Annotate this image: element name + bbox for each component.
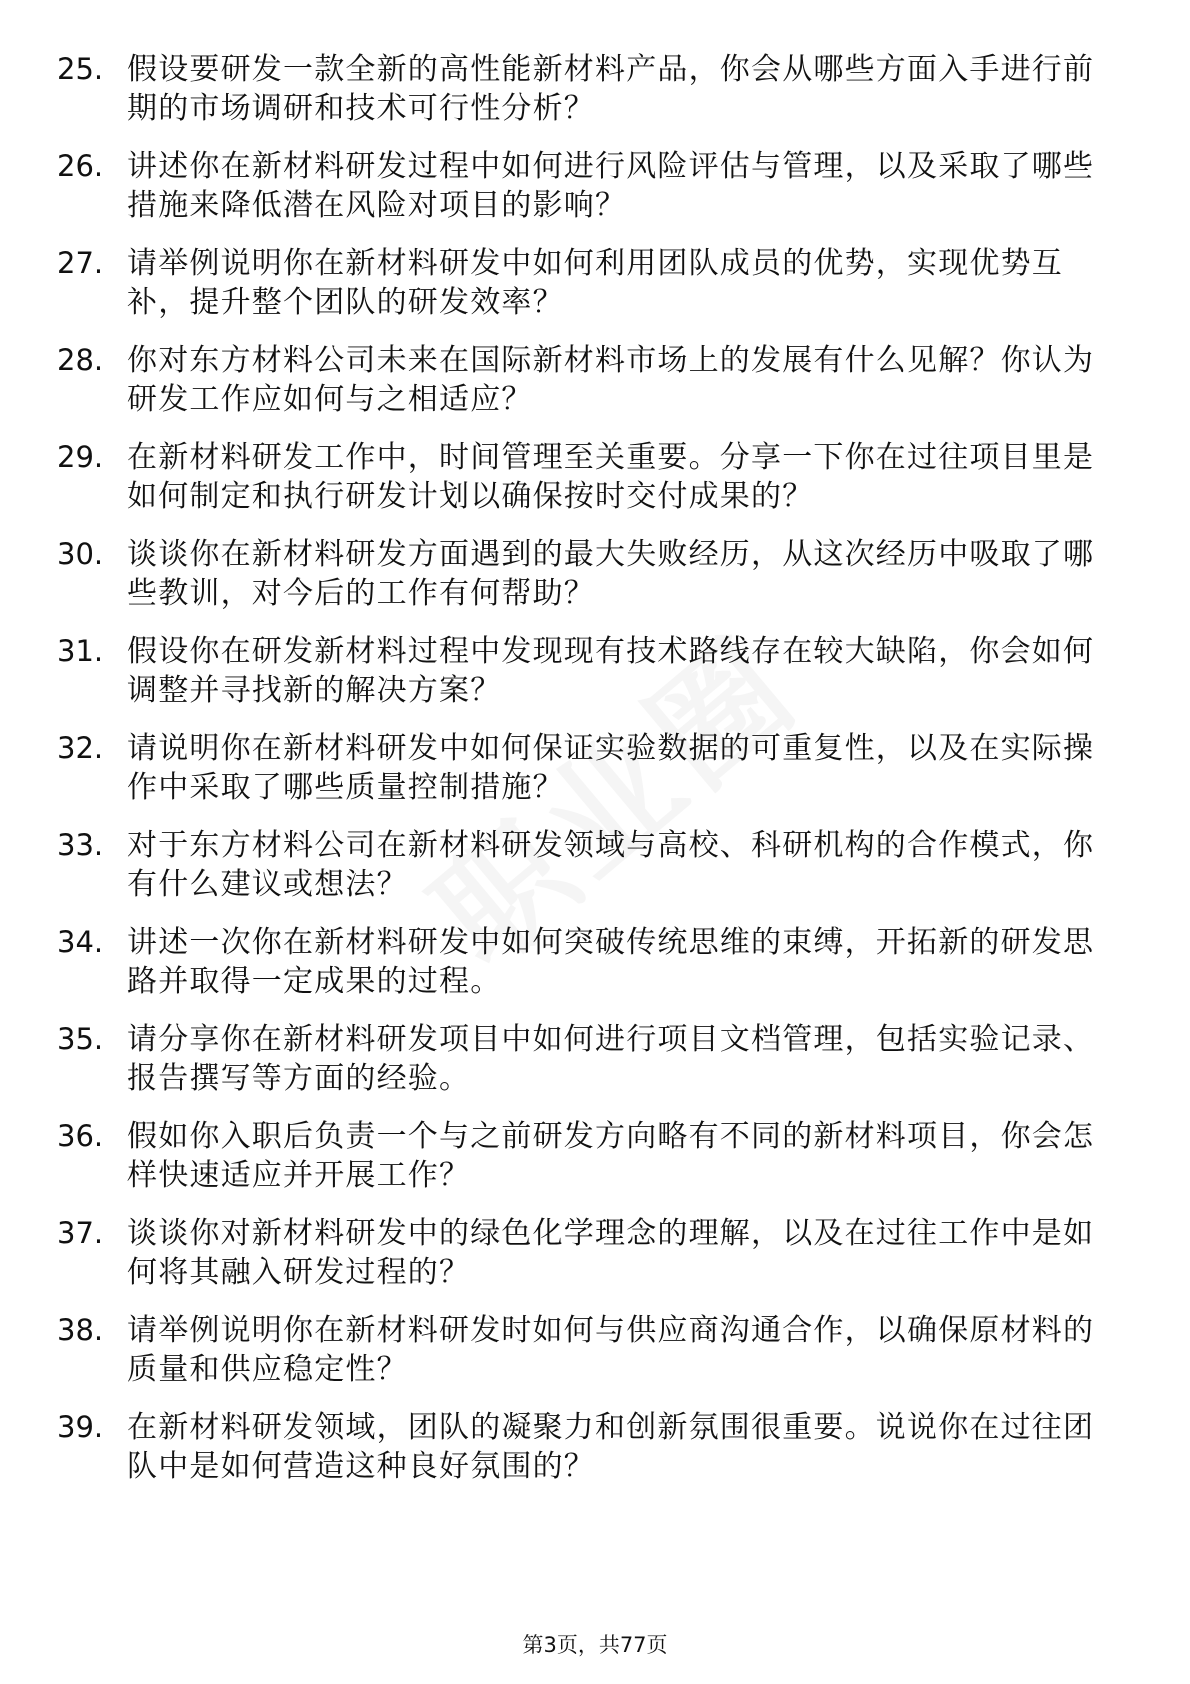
list-item	[57, 1311, 1117, 1389]
list-item	[57, 438, 1117, 516]
question-text: 谈谈你在新材料研发方面遇到的最大失败经历，从这次经历中吸取了哪些教训，对今后的工作有何帮助？	[127, 537, 1095, 611]
question-number: 28.	[57, 343, 104, 377]
question-number: 32.	[57, 731, 104, 765]
list-item	[57, 535, 1117, 613]
question-number: 30.	[57, 537, 104, 571]
question-text: 你对东方材料公司未来在国际新材料市场上的发展有什么见解？你认为研发工作应如何与之相适应？	[127, 343, 1095, 417]
question-text: 对于东方材料公司在新材料研发领域与高校、科研机构的合作模式，你有什么建议或想法？	[127, 828, 1095, 902]
list-item	[57, 147, 1117, 225]
list-item	[57, 923, 1117, 1001]
question-text: 请举例说明你在新材料研发中如何利用团队成员的优势，实现优势互补，提升整个团队的研发效率？	[127, 246, 1063, 320]
question-number: 31.	[57, 634, 104, 668]
question-number: 37.	[57, 1216, 104, 1250]
question-number: 39.	[57, 1410, 104, 1444]
question-text: 谈谈你对新材料研发中的绿色化学理念的理解，以及在过往工作中是如何将其融入研发过程的？	[127, 1216, 1095, 1290]
list-item	[57, 244, 1117, 322]
question-number: 33.	[57, 828, 104, 862]
question-text: 假如你入职后负责一个与之前研发方向略有不同的新材料项目，你会怎样快速适应并开展工作？	[127, 1119, 1095, 1193]
list-item	[57, 632, 1117, 710]
list-item	[57, 1020, 1117, 1098]
list-item	[57, 826, 1117, 904]
question-number: 38.	[57, 1313, 104, 1347]
list-item	[57, 1214, 1117, 1292]
question-number: 26.	[57, 149, 104, 183]
question-text: 请说明你在新材料研发中如何保证实验数据的可重复性，以及在实际操作中采取了哪些质量控制措施？	[127, 731, 1095, 805]
list-item	[57, 1117, 1117, 1195]
question-text: 请分享你在新材料研发项目中如何进行项目文档管理，包括实验记录、报告撰写等方面的经验。	[127, 1022, 1095, 1096]
question-text: 在新材料研发工作中，时间管理至关重要。分享一下你在过往项目里是如何制定和执行研发计划以确保按时交付成果的？	[127, 440, 1095, 514]
list-item	[57, 50, 1117, 128]
question-text: 在新材料研发领域，团队的凝聚力和创新氛围很重要。说说你在过往团队中是如何营造这种良好氛围的？	[127, 1410, 1095, 1484]
list-item	[57, 729, 1117, 807]
question-number: 27.	[57, 246, 104, 280]
question-list	[57, 50, 1117, 1505]
question-text: 讲述你在新材料研发过程中如何进行风险评估与管理，以及采取了哪些措施来降低潜在风险对项目的影响？	[127, 149, 1095, 223]
list-item	[57, 341, 1117, 419]
question-text: 讲述一次你在新材料研发中如何突破传统思维的束缚，开拓新的研发思路并取得一定成果的过程。	[127, 925, 1095, 999]
list-item	[57, 1408, 1117, 1486]
question-text: 请举例说明你在新材料研发时如何与供应商沟通合作，以确保原材料的质量和供应稳定性？	[127, 1313, 1095, 1387]
question-number: 29.	[57, 440, 104, 474]
question-text: 假设要研发一款全新的高性能新材料产品，你会从哪些方面入手进行前期的市场调研和技术可行性分析？	[127, 52, 1095, 126]
page-footer: 第3页，共77页	[522, 1633, 668, 1657]
question-number: 25.	[57, 52, 104, 86]
question-number: 36.	[57, 1119, 104, 1153]
question-number: 34.	[57, 925, 104, 959]
question-number: 35.	[57, 1022, 104, 1056]
question-text: 假设你在研发新材料过程中发现现有技术路线存在较大缺陷，你会如何调整并寻找新的解决方案？	[127, 634, 1095, 708]
